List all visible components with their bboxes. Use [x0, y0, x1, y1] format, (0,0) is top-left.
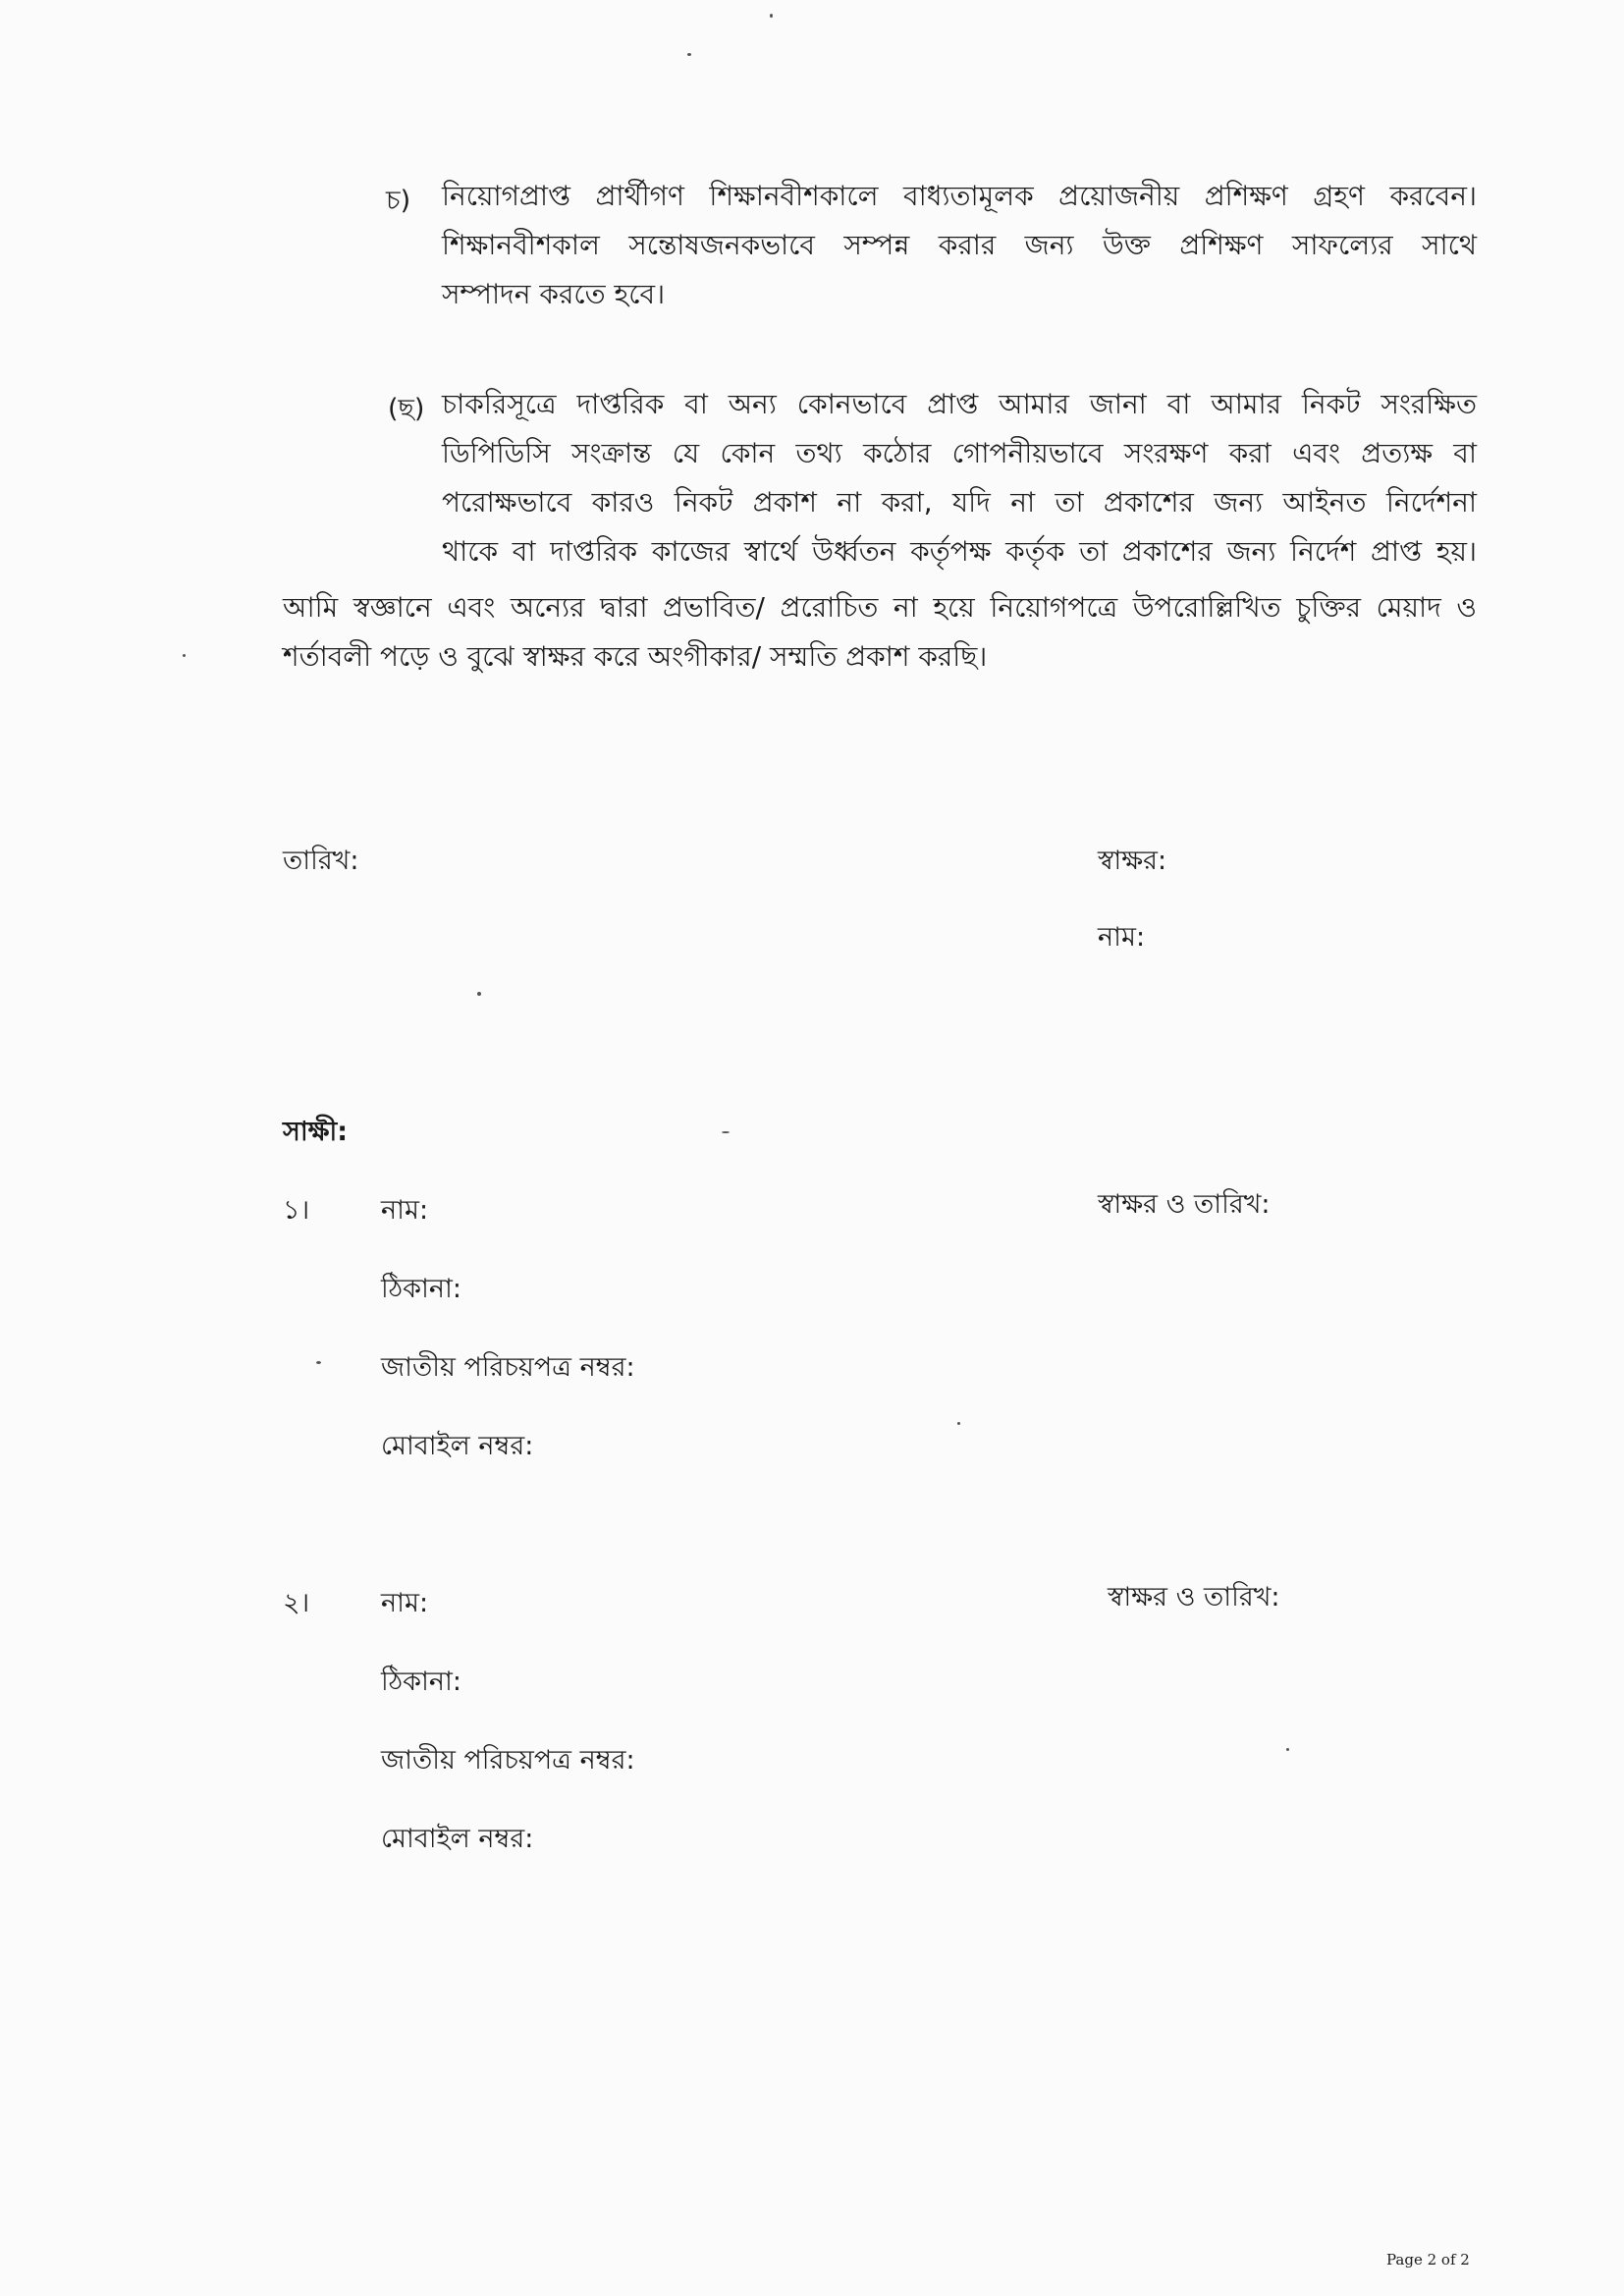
declaration-line: শর্তাবলী পড়ে ও বুঝে স্বাক্ষর করে অংগীকার/ সম্মতি প্রকাশ করছি।: [283, 640, 988, 673]
witness-name-field[interactable]: নাম:: [381, 1195, 429, 1226]
clause-text: [442, 380, 1477, 576]
page-number: Page 2 of 2: [1386, 2251, 1470, 2269]
witness-sign-date-field[interactable]: স্বাক্ষর ও তারিখ:: [1108, 1582, 1280, 1613]
scan-speck: [477, 992, 481, 996]
declaration: [283, 583, 1477, 682]
scan-speck: [957, 1422, 960, 1425]
witness-sign-date-field[interactable]: স্বাক্ষর ও তারিখ:: [1098, 1189, 1271, 1220]
witness-name-field[interactable]: নাম:: [381, 1588, 429, 1618]
name-label: নাম:: [1098, 922, 1146, 953]
witness-nid-field[interactable]: জাতীয় পরিচয়পত্র নম্বর:: [381, 1352, 635, 1383]
declaration-line: আমি স্বজ্ঞানে এবং অন্যের দ্বারা প্রভাবিত/ প্ররোচিত না হয়ে নিয়োগপত্রে উপরোল্লিখিত চুক্তির মেয়াদ ও: [283, 591, 1477, 624]
clause-line: চাকরিসূত্রে দাপ্তরিক বা অন্য কোনভাবে প্রাপ্ত আমার জানা বা আমার নিকট সংরক্ষিত: [442, 388, 1477, 420]
scan-speck: [770, 14, 773, 18]
scan-speck: [1286, 1748, 1289, 1751]
clause-line: সম্পাদন করতে হবে।: [442, 278, 666, 310]
witness-mobile-field[interactable]: মোবাইল নম্বর:: [381, 1824, 534, 1854]
clause-marker: (ছ): [388, 394, 425, 424]
scan-speck: [687, 53, 691, 56]
clause-marker: চ): [386, 186, 411, 216]
date-label: তারিখ:: [283, 846, 359, 876]
witness-address-field[interactable]: ঠিকানা:: [381, 1667, 461, 1697]
scan-speck: [722, 1131, 730, 1133]
signature-label: স্বাক্ষর:: [1098, 846, 1167, 876]
clause-line: পরোক্ষভাবে কারও নিকট প্রকাশ না করা, যদি না তা প্রকাশের জন্য আইনত নির্দেশনা: [442, 486, 1477, 519]
clause-line: শিক্ষানবীশকাল সন্তোষজনকভাবে সম্পন্ন করার জন্য উক্ত প্রশিক্ষণ সাফল্যের সাথে: [442, 229, 1477, 261]
witness-address-field[interactable]: ঠিকানা:: [381, 1274, 461, 1304]
witness-number: ২।: [283, 1588, 310, 1618]
clause-line: ডিপিডিসি সংক্রান্ত যে কোন তথ্য কঠোর গোপনীয়ভাবে সংরক্ষণ করা এবং প্রত্যক্ষ বা: [442, 437, 1477, 469]
clause-line: নিয়োগপ্রাপ্ত প্রার্থীগণ শিক্ষানবীশকালে বাধ্যতামূলক প্রয়োজনীয় প্রশিক্ষণ গ্রহণ করবেন।: [442, 180, 1477, 212]
scan-speck: [316, 1361, 321, 1364]
witness-heading: সাক্ষী:: [283, 1117, 349, 1147]
clause-line: থাকে বা দাপ্তরিক কাজের স্বার্থে উর্ধ্বতন কর্তৃপক্ষ কর্তৃক তা প্রকাশের জন্য নির্দেশ প্রাপ্ত হয়।: [442, 535, 1477, 568]
witness-nid-field[interactable]: জাতীয় পরিচয়পত্র নম্বর:: [381, 1745, 635, 1776]
witness-number: ১।: [283, 1195, 310, 1226]
clause-text: [442, 172, 1477, 319]
scan-speck: [183, 654, 186, 657]
witness-mobile-field[interactable]: মোবাইল নম্বর:: [381, 1431, 534, 1461]
